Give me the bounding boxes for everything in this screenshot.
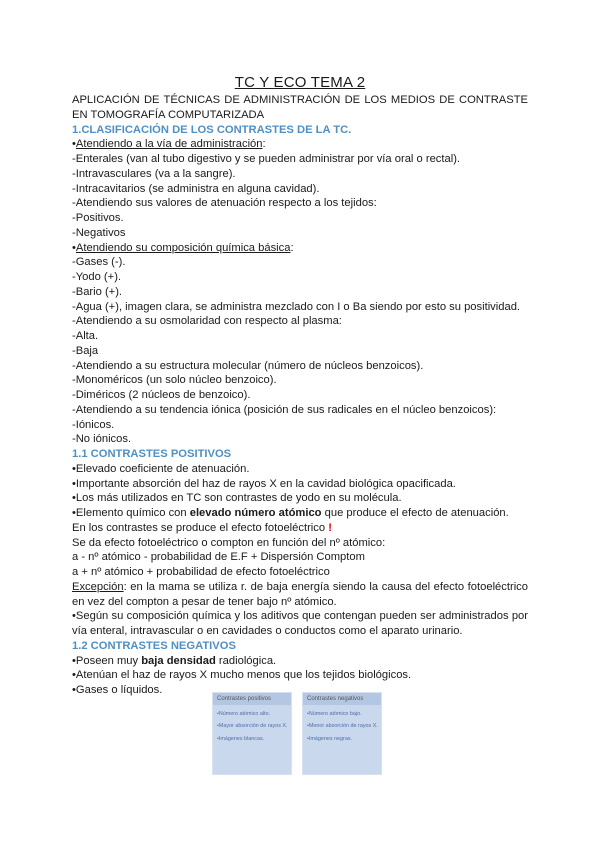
text-run: -Negativos xyxy=(72,226,126,239)
document-body xyxy=(72,93,528,698)
text-line xyxy=(72,226,528,241)
text-run: -Atendiendo a su osmolaridad con respecto al plasma: xyxy=(72,315,342,328)
text-run: -Yodo (+). xyxy=(72,271,122,283)
text-line xyxy=(72,388,528,403)
text-line xyxy=(72,506,528,521)
text-line xyxy=(72,359,528,374)
text-line xyxy=(72,550,528,565)
text-run: •Atenúan el haz de rayos X mucho menos que los tejidos biológicos. xyxy=(72,669,412,682)
text-line xyxy=(72,536,528,551)
text-run: 1.1 CONTRASTES POSITIVOS xyxy=(72,448,232,460)
text-run: •Elemento químico con xyxy=(72,507,190,519)
text-line xyxy=(72,580,528,610)
text-line xyxy=(72,491,528,506)
section-heading xyxy=(72,447,528,462)
table-item: •Menor absorción de rayos X. xyxy=(307,723,378,730)
text-line xyxy=(72,344,528,359)
text-line xyxy=(72,241,528,256)
text-run: -No iónicos. xyxy=(72,433,132,446)
text-line xyxy=(72,565,528,580)
text-line xyxy=(72,196,528,211)
table-item: •Imágenes negras. xyxy=(307,735,353,742)
text-run: -Monoméricos (un solo núcleo benzoico). xyxy=(72,374,277,387)
text-run: • xyxy=(72,138,76,151)
text-line xyxy=(72,521,528,536)
positive-contrasts-table xyxy=(212,692,292,775)
text-run: -Baja xyxy=(72,344,99,357)
text-run: -Agua (+), imagen clara, se administra mezclado con I o Ba siendo por esto su positividad. xyxy=(72,300,521,313)
comparison-table-image xyxy=(212,692,382,775)
text-line xyxy=(72,137,528,152)
text-run: -Alta. xyxy=(72,330,99,342)
text-line xyxy=(72,314,528,329)
text-run: •Gases o líquidos. xyxy=(72,684,163,696)
text-line xyxy=(72,403,528,418)
text-run: Atendiendo su composición química básica xyxy=(75,241,291,254)
text-line xyxy=(72,654,528,669)
table-header: Contrastes negativos xyxy=(303,693,381,705)
text-run: •Según su composición química y los aditivos que contengan pueden ser administrados por vía enteral, intravascular o en cavidades o conductos como el aparato urinario. xyxy=(72,610,528,637)
text-line xyxy=(72,152,528,167)
text-line xyxy=(72,285,528,300)
text-run: •Poseen muy xyxy=(72,654,142,667)
text-run: -Iónicos. xyxy=(72,418,115,431)
table-item: •Mayor absorción de rayos X. xyxy=(217,723,288,730)
text-run: -Intracavitarios (se administra en alguna cavidad). xyxy=(72,182,320,195)
text-line xyxy=(72,182,528,197)
text-run: baja densidad xyxy=(141,654,216,667)
text-run: Atendiendo a la vía de administración xyxy=(75,138,263,151)
text-run: que produce el efecto de atenuación. xyxy=(321,507,509,519)
text-run: -Positivos. xyxy=(72,212,124,224)
text-line xyxy=(72,418,528,433)
text-run: •Elevado coeficiente de atenuación. xyxy=(72,462,250,475)
text-run: -Gases (-). xyxy=(72,256,126,269)
text-run: -Enterales (van al tubo digestivo y se pueden administrar por vía oral o rectal). xyxy=(72,153,461,165)
section-heading xyxy=(72,639,528,654)
text-run: -Intravasculares (va a la sangre). xyxy=(72,167,236,180)
text-line xyxy=(72,373,528,388)
text-run: APLICACIÓN DE TÉCNICAS DE ADMINISTRACIÓN DE LOS MEDIOS DE CONTRASTE EN TOMOGRAFÍA COMPUTARIZADA xyxy=(72,94,528,121)
text-run: En los contrastes se produce el efecto fotoeléctrico xyxy=(72,521,329,534)
text-run: -Atendiendo a su estructura molecular (número de núcleos benzoicos). xyxy=(72,359,424,372)
text-run: a - nº atómico - probabilidad de E.F + Dispersión Comptom xyxy=(72,551,365,564)
text-line xyxy=(72,211,528,226)
text-line xyxy=(72,270,528,285)
text-run: : xyxy=(290,241,294,254)
table-item: •Número atómico alto. xyxy=(217,711,271,717)
text-run: : xyxy=(262,138,266,151)
text-run: 1.2 CONTRASTES NEGATIVOS xyxy=(72,639,236,652)
text-run: radiológica. xyxy=(215,654,277,667)
text-line xyxy=(72,477,528,492)
text-run: -Bario (+). xyxy=(72,285,123,298)
text-line xyxy=(72,432,528,447)
text-run: 1.CLASIFICACIÓN DE LOS CONTRASTES DE LA TC. xyxy=(72,123,352,136)
table-item: •Imágenes blancas. xyxy=(217,735,265,742)
text-line xyxy=(72,462,528,477)
text-line xyxy=(72,329,528,344)
text-line xyxy=(72,93,528,123)
text-run: ! xyxy=(328,521,332,534)
text-run: -Diméricos (2 núcleos de benzoico). xyxy=(72,389,251,401)
text-run: •Importante absorción del haz de rayos X en la cavidad biológica opacificada. xyxy=(72,477,456,490)
text-run: elevado número atómico xyxy=(189,507,322,519)
text-run: -Atendiendo sus valores de atenuación respecto a los tejidos: xyxy=(72,197,377,210)
text-run: Excepción xyxy=(72,580,124,593)
text-run: : en la mama se utiliza r. de baja energía siendo la causa del efecto fotoeléctrico en vez del compton a pesar de tener bajo nº atómico. xyxy=(72,580,528,608)
text-run: -Atendiendo a su tendencia iónica (posición de sus radicales en el núcleo benzoicos): xyxy=(72,403,497,416)
text-line xyxy=(72,668,528,683)
section-heading xyxy=(72,123,528,138)
table-header: Contrastes positivos xyxy=(213,693,291,705)
text-line xyxy=(72,300,528,315)
text-line xyxy=(72,255,528,270)
document-title: TC Y ECO TEMA 2 xyxy=(234,74,366,91)
text-run: •Los más utilizados en TC son contrastes de yodo en su molécula. xyxy=(72,492,402,505)
text-run: a + nº atómico + probabilidad de efecto fotoeléctrico xyxy=(72,566,330,578)
table-item: •Número atómico bajo. xyxy=(307,711,362,717)
text-run: • xyxy=(72,241,76,254)
text-line xyxy=(72,609,528,639)
negative-contrasts-table xyxy=(302,692,382,775)
text-run: Se da efecto fotoeléctrico o compton en función del nº atómico: xyxy=(72,536,386,549)
text-line xyxy=(72,167,528,182)
